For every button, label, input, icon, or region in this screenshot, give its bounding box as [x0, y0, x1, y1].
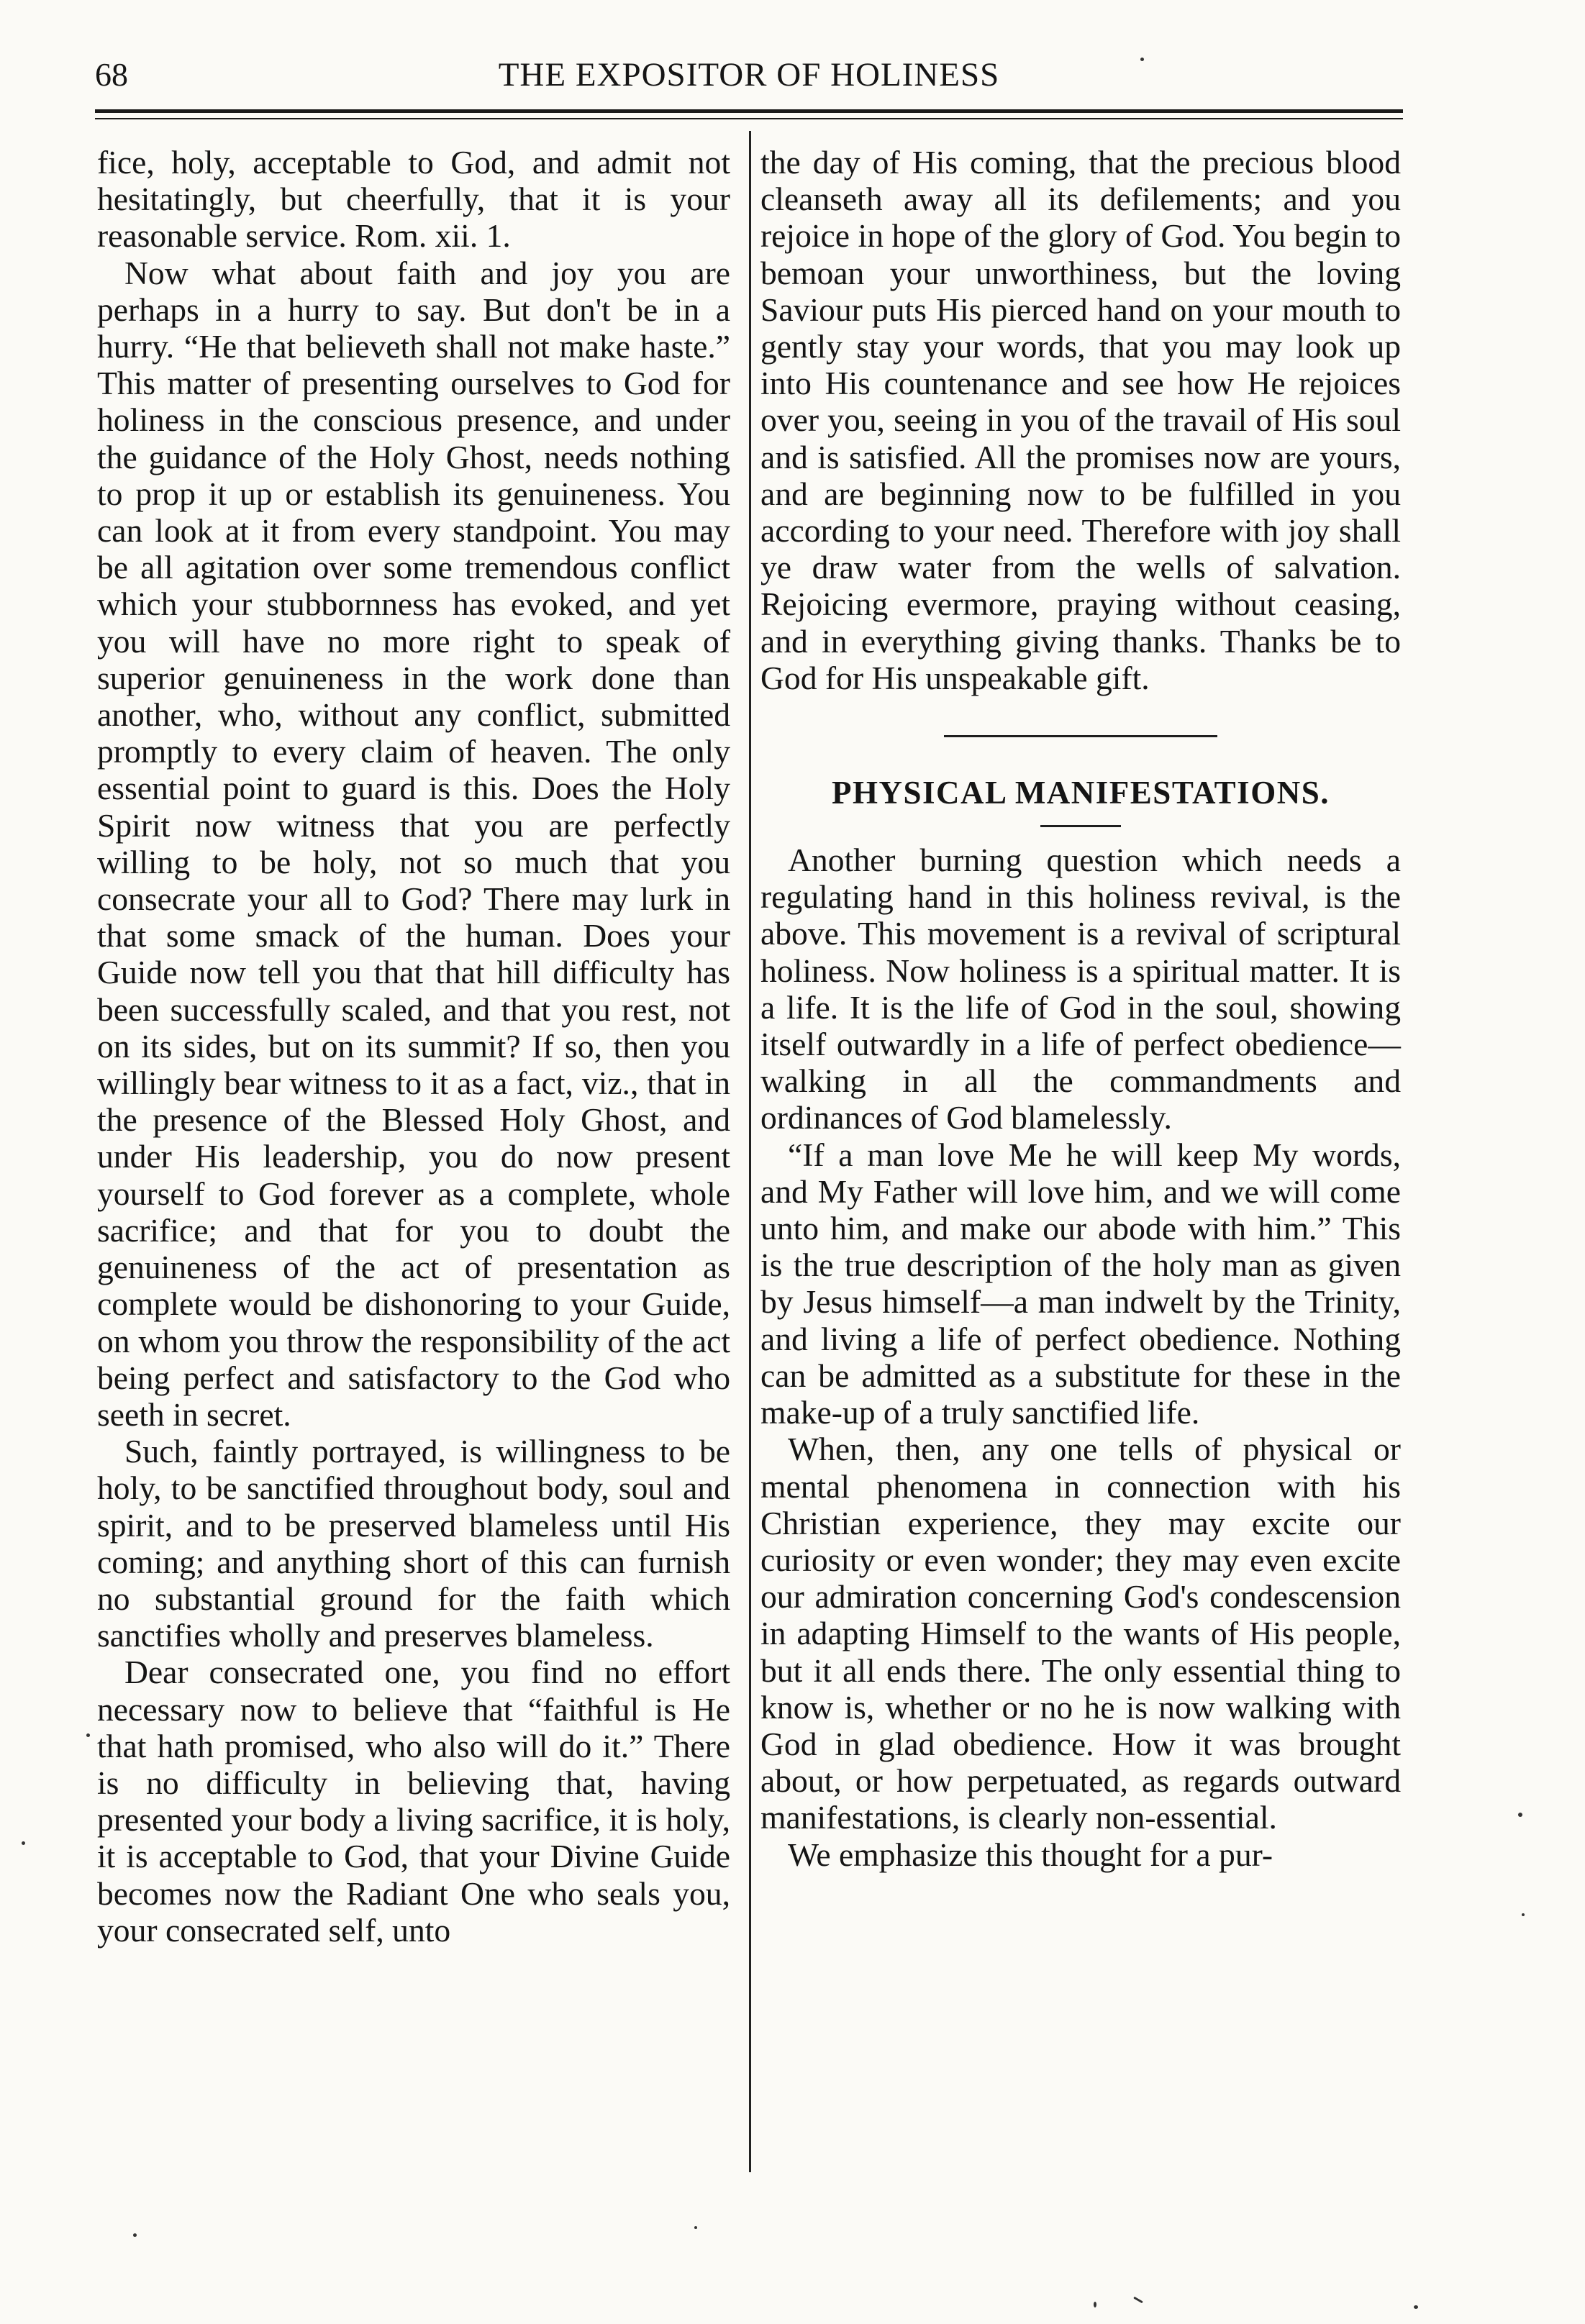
page-number: 68 — [95, 56, 128, 93]
scan-speck — [1140, 58, 1144, 61]
running-title: THE EXPOSITOR OF HOLINESS — [498, 56, 1000, 94]
page-header — [95, 50, 1403, 99]
header-rule-thick — [95, 109, 1403, 113]
column-divider — [749, 131, 751, 2172]
left-paragraph-2: Now what about faith and joy you are perhaps in a hurry to say. But don't be in a hurry. “He that believeth shall not make haste.” This matter of presenting ourselves to God for holiness in the conscious presence, and under the guidance of the Holy Ghost, needs nothing to prop it up or establish its genuineness. You can look at it from every standpoint. You may be all agitation over some tremendous conflict which your stubbornness has evoked, and yet you will have no more right to speak of superior genuineness in the work done than another, who, without any conflict, submitted promptly to every claim of heaven. The only essential point to guard is this. Does the Holy Spirit now witness that you are perfectly willing to be holy, not so much that you consecrate your all to God? There may lurk in that some smack of the human. Does your Guide now tell you that that hill difficulty has been successfully scaled, and that you rest, not on its sides, but on its summit? If so, then you willingly bear witness to it as a fact, viz., that in the presence of the Blessed Holy Ghost, and under His leadership, you do now present yourself to God forever as a complete, whole sacrifice; and that for you to doubt the genuineness of the act of presentation as complete would be dishonoring to your Guide, on whom you throw the responsibility of the act being perfect and satisfactory to the God who seeth in secret. — [97, 254, 730, 1433]
right-paragraph-2: Another burning question which needs a regulating hand in this holiness revival, is the above. This movement is a revival of scriptural holiness. Now holiness is a spiritual matter. It is a life. It is the life of God in the soul, showing itself outwardly in a life of perfect obedience—walking in all the commandments and ordinances of God blamelessly. — [760, 842, 1401, 1136]
section-heading: PHYSICAL MANIFESTATIONS. — [832, 775, 1330, 811]
right-column — [760, 144, 1401, 1873]
left-paragraph-4: Dear consecrated one, you find no effort necessary now to believe that “faithful is He that hath promised, who also will do it.” There is no difficulty in believing that, having presented your body a living sacrifice, it is holy, it is acceptable to God, that your Divine Guide becomes now the Radiant One who seals you, your consecrated self, unto — [97, 1654, 730, 1949]
right-paragraph-3: “If a man love Me he will keep My words, and My Father will love him, and we will come unto him, and make our abode with him.” This is the true description of the holy man as given by Jesus himself—a man indwelt by the Trinity, and living a life of perfect obedience. Nothing can be admitted as a substitute for these in the make-up of a truly sanctified life. — [760, 1136, 1401, 1431]
scan-speck — [1133, 2297, 1143, 2304]
left-column — [97, 144, 730, 1949]
left-paragraph-3: Such, faintly portrayed, is willingness to be holy, to be sanctified throughout body, soul and spirit, and to be preserved blameless until His coming; and anything short of this can furnish no substantial ground for the faith which sanctifies wholly and preserves blameless. — [97, 1433, 730, 1654]
scan-speck — [133, 2233, 137, 2237]
scan-speck — [1522, 1913, 1525, 1916]
section-break-rule — [944, 735, 1217, 737]
right-paragraph-1: the day of His coming, that the precious blood cleanseth away all its defilements; and you rejoice in hope of the glory of God. You begin to bemoan your unworthiness, but the loving Saviour puts His pierced hand on your mouth to gently stay your words, that you may look up into His countenance and see how He rejoices over you, seeing in you of the travail of His soul and is satisfied. All the promises now are yours, and are beginning now to be fulfilled in you according to your need. Therefore with joy shall ye draw water from the wells of salvation. Rejoicing evermore, praying without ceasing, and in everything giving thanks. Thanks be to God for His unspeakable gift. — [760, 144, 1401, 696]
scan-speck — [1518, 1813, 1522, 1817]
left-paragraph-1: fice, holy, acceptable to God, and admit not hesitatingly, but cheerfully, that it is your reasonable service. Rom. xii. 1. — [97, 144, 730, 255]
scan-speck — [86, 1733, 90, 1737]
scan-speck — [22, 1841, 25, 1845]
section-heading-underline — [1040, 825, 1121, 827]
right-paragraph-4: When, then, any one tells of physical or mental phenomena in connection with his Christian experience, they may excite our curiosity or even wonder; they may even excite our admiration concerning God's condescension in adapting Himself to the wants of His people, but it all ends there. The only essential thing to know is, whether or no he is now walking with God in glad obedience. How it was brought about, or how perpetuated, as regards outward manifestations, is clearly non-essential. — [760, 1431, 1401, 1836]
scan-speck — [1094, 2302, 1096, 2307]
scan-speck — [1414, 2305, 1418, 2309]
right-paragraph-5: We emphasize this thought for a pur- — [788, 1836, 1273, 1873]
scan-speck — [694, 2226, 697, 2229]
header-rule-thin — [95, 118, 1403, 119]
